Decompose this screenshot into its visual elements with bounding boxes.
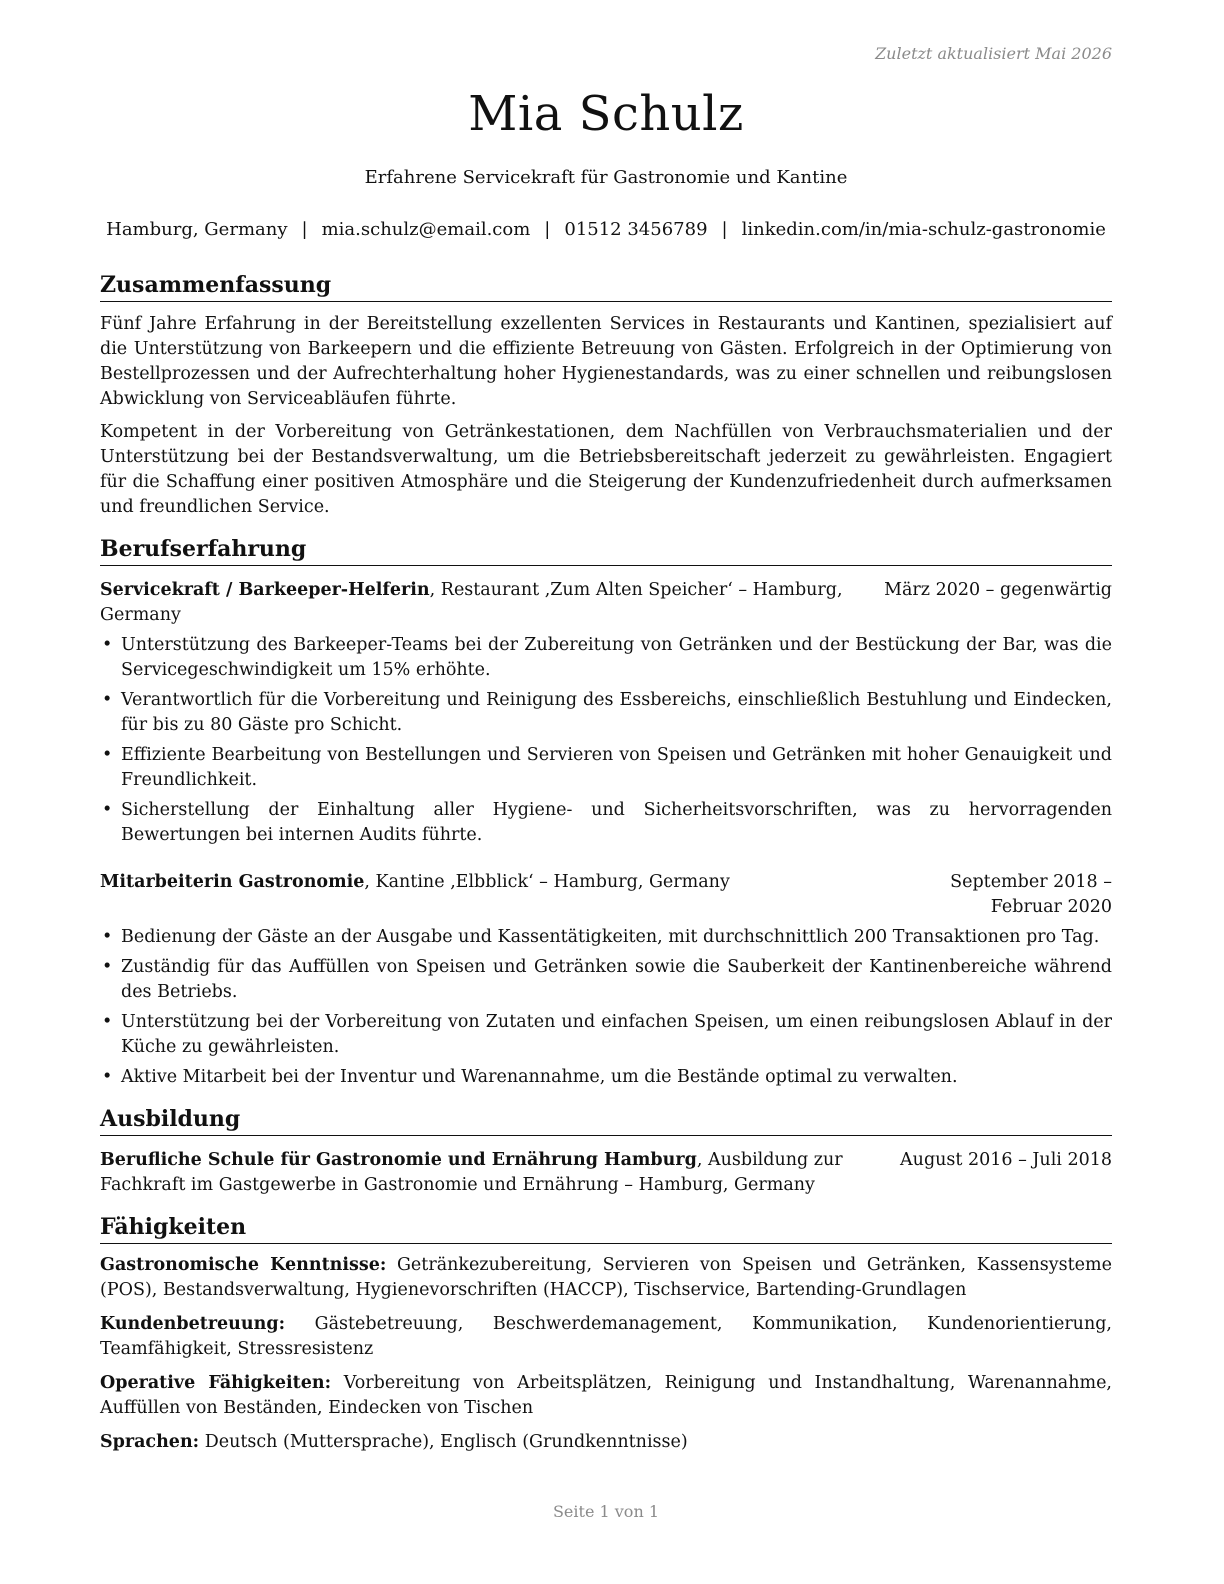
- section-title-experience: Berufserfahrung: [100, 534, 1112, 566]
- skill-label: Kundenbetreuung:: [100, 1314, 286, 1334]
- job-header: [100, 870, 1112, 920]
- last-updated: Zuletzt aktualisiert Mai 2026: [875, 44, 1112, 63]
- resume-content: [100, 270, 1112, 1455]
- job-entry: [100, 578, 1112, 848]
- skill-row: [100, 1371, 1112, 1421]
- list-item: • Unterstützung bei der Vorbereitung von Zutaten und einfachen Speisen, um einen reibungslosen Ablauf in der Küche zu gewährleisten.: [100, 1010, 1112, 1060]
- education-section: [100, 1104, 1112, 1198]
- education-entry: [100, 1148, 1112, 1198]
- job-entry: [100, 870, 1112, 1090]
- job-role: Servicekraft / Barkeeper-Helferin: [100, 580, 430, 600]
- job-organization: , Restaurant ‚Zum Alten Speicher‘ – Hamburg, Germany: [100, 580, 843, 625]
- candidate-name: Mia Schulz: [468, 86, 744, 142]
- contact-phone: 01512 3456789: [564, 219, 708, 240]
- contact-separator: |: [721, 219, 728, 240]
- skill-text: Getränkezubereitung, Servieren von Speisen und Getränken, Kassensysteme (POS), Bestandsverwaltung, Hygienevorschriften (HACCP), Tischservice, Bartending-Grundlagen: [100, 1255, 1112, 1300]
- list-item: • Effiziente Bearbeitung von Bestellungen und Servieren von Speisen und Getränken mit hoher Genauigkeit und Freundlichkeit.: [100, 743, 1112, 793]
- skill-text: Deutsch (Muttersprache), Englisch (Grundkenntnisse): [199, 1432, 688, 1452]
- list-item: • Zuständig für das Auffüllen von Speisen und Getränken sowie die Sauberkeit der Kantinenbereiche während des Betriebs.: [100, 955, 1112, 1005]
- skill-label: Operative Fähigkeiten:: [100, 1373, 332, 1393]
- contact-line: [100, 219, 1112, 240]
- list-item: • Unterstützung des Barkeeper-Teams bei der Zubereitung von Getränken und der Bestückung der Bar, was die Servicegeschwindigkeit um 15% erhöhte.: [100, 633, 1112, 683]
- section-title-summary: Zusammenfassung: [100, 270, 1112, 302]
- job-header: [100, 578, 1112, 628]
- section-title-education: Ausbildung: [100, 1104, 1112, 1136]
- job-dates: September 2018 – Februar 2020: [950, 872, 1112, 917]
- job-dates: März 2020 – gegenwärtig: [884, 580, 1112, 600]
- summary-section: [100, 270, 1112, 520]
- list-item: • Sicherstellung der Einhaltung aller Hygiene- und Sicherheitsvorschriften, was zu hervorragenden Bewertungen bei internen Audits führte.: [100, 798, 1112, 848]
- resume-page: [100, 0, 1112, 1584]
- section-title-skills: Fähigkeiten: [100, 1212, 1112, 1244]
- skill-text: Gästebetreuung, Beschwerdemanagement, Kommunikation, Kundenorientierung, Teamfähigkeit, Stressresistenz: [100, 1314, 1112, 1359]
- education-detail: , Ausbildung zur Fachkraft im Gastgewerbe in Gastronomie und Ernährung – Hamburg, Germany: [100, 1150, 843, 1195]
- tagline: Erfahrene Servicekraft für Gastronomie und Kantine: [364, 167, 848, 188]
- experience-section: [100, 534, 1112, 1090]
- education-school: Berufliche Schule für Gastronomie und Ernährung Hamburg: [100, 1150, 697, 1170]
- skill-row: [100, 1312, 1112, 1362]
- skill-row: [100, 1253, 1112, 1303]
- education-dates: August 2016 – Juli 2018: [900, 1150, 1112, 1170]
- skills-section: [100, 1212, 1112, 1455]
- list-item: • Aktive Mitarbeit bei der Inventur und Warenannahme, um die Bestände optimal zu verwalten.: [100, 1065, 1112, 1090]
- contact-linkedin[interactable]: linkedin.com/in/mia-schulz-gastronomie: [741, 219, 1106, 240]
- skill-label: Sprachen:: [100, 1432, 200, 1452]
- skill-row: [100, 1430, 1112, 1455]
- summary-paragraph: Kompetent in der Vorbereitung von Getränkestationen, dem Nachfüllen von Verbrauchsmaterialien und der Unterstützung bei der Bestandsverwaltung, um die Betriebsbereitschaft jederzeit zu gewährleisten. Engagiert für die Schaffung einer positiven Atmosphäre und die Steigerung der Kundenzufriedenheit durch aufmerksamen und freundlichen Service.: [100, 422, 1112, 517]
- contact-separator: |: [544, 219, 551, 240]
- list-item: • Bedienung der Gäste an der Ausgabe und Kassentätigkeiten, mit durchschnittlich 200 Transaktionen pro Tag.: [100, 925, 1112, 950]
- contact-email[interactable]: mia.schulz@email.com: [321, 219, 531, 240]
- job-bullets: [100, 925, 1112, 1090]
- skill-text: Vorbereitung von Arbeitsplätzen, Reinigung und Instandhaltung, Warenannahme, Auffüllen von Beständen, Eindecken von Tischen: [100, 1373, 1112, 1418]
- summary-paragraph: Fünf Jahre Erfahrung in der Bereitstellung exzellenten Services in Restaurants und Kantinen, spezialisiert auf die Unterstützung von Barkeepern und die effiziente Betreuung von Gästen. Erfolgreich in der Optimierung von Bestellprozessen und der Aufrechterhaltung hoher Hygienestandards, was zu einer schnellen und reibungslosen Abwicklung von Serviceabläufen führte.: [100, 314, 1112, 409]
- page-number: Seite 1 von 1: [552, 1502, 660, 1521]
- contact-location: Hamburg, Germany: [106, 219, 288, 240]
- job-bullets: [100, 633, 1112, 848]
- contact-separator: |: [301, 219, 308, 240]
- skill-label: Gastronomische Kenntnisse:: [100, 1255, 387, 1275]
- job-role: Mitarbeiterin Gastronomie: [100, 872, 365, 892]
- job-organization: , Kantine ‚Elbblick‘ – Hamburg, Germany: [364, 872, 730, 892]
- list-item: • Verantwortlich für die Vorbereitung und Reinigung des Essbereichs, einschließlich Bestuhlung und Eindecken, für bis zu 80 Gäste pro Schicht.: [100, 688, 1112, 738]
